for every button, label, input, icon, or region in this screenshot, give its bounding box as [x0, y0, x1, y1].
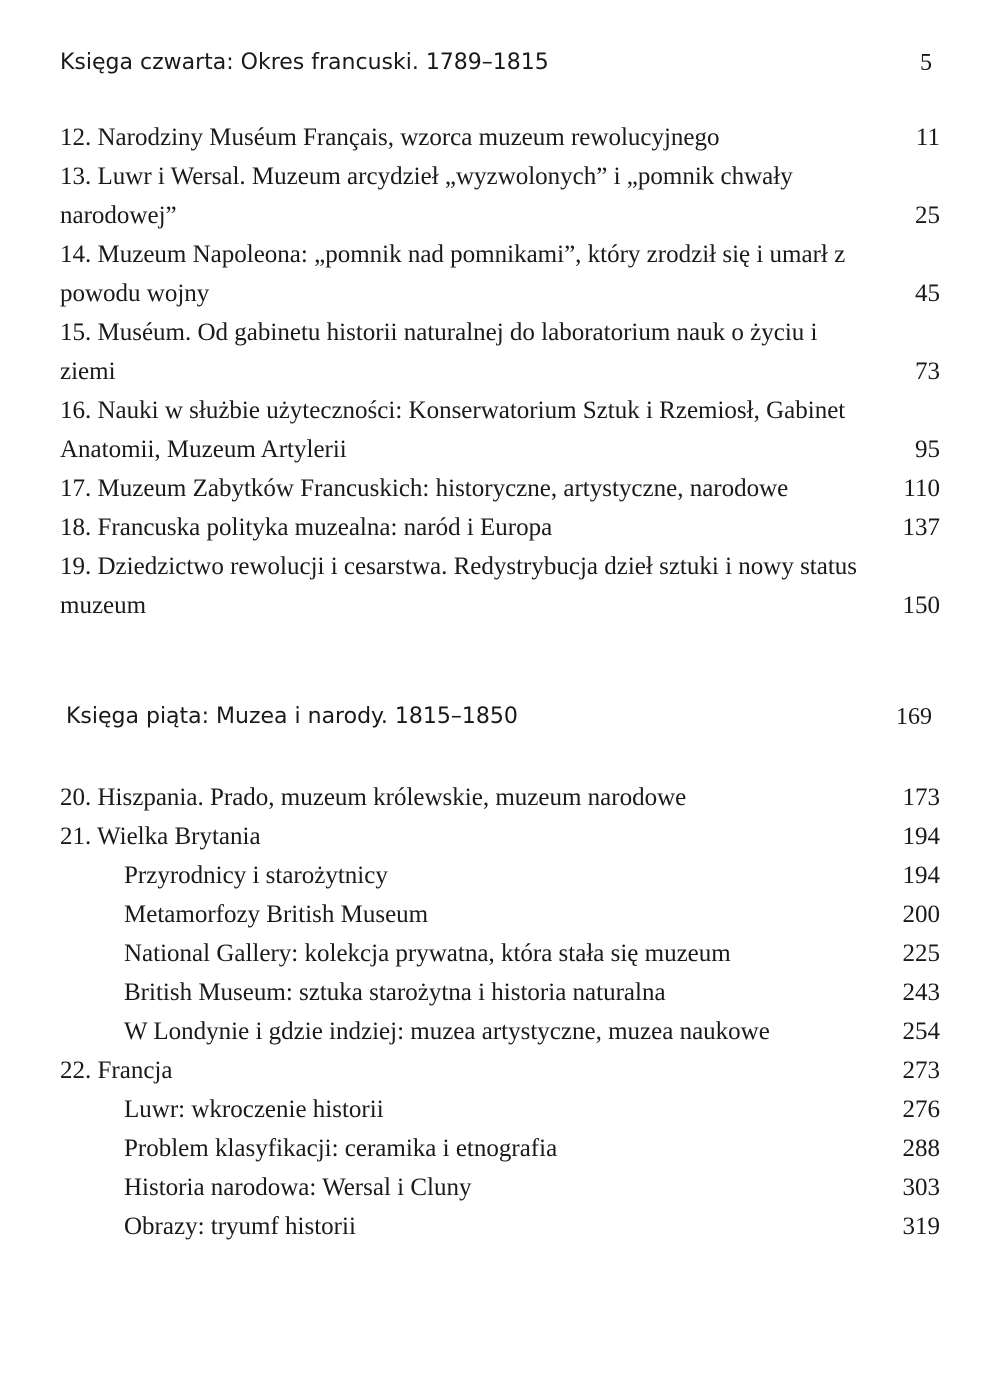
- book5-heading: [66, 704, 932, 729]
- toc-entry: [60, 817, 940, 856]
- toc-subentry-title: Obrazy: tryumf historii: [124, 1213, 356, 1240]
- toc-subentry-page: 200: [902, 901, 940, 928]
- toc-entry-page: 194: [902, 823, 940, 850]
- toc-subentry: [60, 895, 940, 934]
- toc-entry-title: 20. Hiszpania. Prado, muzeum królewskie, muzeum narodowe: [60, 784, 687, 811]
- book4-entries: [60, 118, 940, 625]
- book4-page: 5: [920, 50, 932, 76]
- toc-entry: [60, 391, 940, 469]
- toc-subentry-page: 254: [902, 1018, 940, 1045]
- toc-entry-title: 21. Wielka Brytania: [60, 823, 261, 850]
- toc-subentry-title: Metamorfozy British Museum: [124, 901, 429, 928]
- toc-subentry: [60, 1090, 940, 1129]
- toc-entry-title: 22. Francja: [60, 1057, 173, 1084]
- toc-entry-title: 17. Muzeum Zabytków Francuskich: historyczne, artystyczne, narodowe: [60, 475, 789, 502]
- toc-entry-page: 173: [902, 784, 940, 811]
- toc-subentry-title: National Gallery: kolekcja prywatna, która stała się muzeum: [124, 940, 731, 967]
- toc-subentry: [60, 1129, 940, 1168]
- toc-entry-page: 110: [903, 475, 940, 502]
- toc-entry: [60, 157, 940, 235]
- toc-subentry: [60, 973, 940, 1012]
- toc-entry: [60, 1051, 940, 1090]
- toc-entry: [60, 778, 940, 817]
- toc-entry-title: 16. Nauki w służbie użyteczności: Konserwatorium Sztuk i Rzemiosł, Gabinet Anatomii, Muzeum Artylerii: [60, 397, 846, 463]
- toc-subentry-page: 276: [902, 1096, 940, 1123]
- toc-entry-page: 25: [915, 202, 940, 229]
- toc-subentry-title: Historia narodowa: Wersal i Cluny: [124, 1174, 472, 1201]
- toc-subentry-title: Problem klasyfikacji: ceramika i etnografia: [124, 1135, 558, 1162]
- toc-subentry-page: 243: [902, 979, 940, 1006]
- toc-entry: [60, 547, 940, 625]
- toc-subentry-page: 319: [902, 1213, 940, 1240]
- toc-entry: [60, 235, 940, 313]
- book5-page: 169: [896, 704, 932, 730]
- toc-subentry-page: 303: [902, 1174, 940, 1201]
- toc-entry-title: 19. Dziedzictwo rewolucji i cesarstwa. Redystrybucja dzieł sztuki i nowy status muzeum: [60, 553, 858, 619]
- book5-entries: [60, 778, 940, 1246]
- toc-entry-title: 15. Muséum. Od gabinetu historii naturalnej do laboratorium nauk o życiu i ziemi: [60, 319, 818, 385]
- toc-entry-page: 45: [915, 280, 940, 307]
- toc-entry-title: 14. Muzeum Napoleona: „pomnik nad pomnikami”, który zrodził się i umarł z powodu wojny: [60, 241, 846, 307]
- toc-entry-page: 73: [915, 358, 940, 385]
- toc-subentry-title: British Museum: sztuka starożytna i historia naturalna: [124, 979, 666, 1006]
- toc-entry: [60, 118, 940, 157]
- toc-entry-page: 137: [902, 514, 940, 541]
- toc-subentry: [60, 856, 940, 895]
- toc-subentry-page: 288: [902, 1135, 940, 1162]
- toc-entry-page: 11: [915, 124, 940, 151]
- toc-subentry: [60, 1012, 940, 1051]
- book4-title: Księga czwarta: Okres francuski. 1789–1815: [60, 50, 549, 75]
- toc-entry: [60, 508, 940, 547]
- toc-subentry-title: W Londynie i gdzie indziej: muzea artystyczne, muzea naukowe: [124, 1018, 770, 1045]
- toc-subentry-title: Przyrodnicy i starożytnicy: [124, 862, 388, 889]
- toc-entry-page: 273: [902, 1057, 940, 1084]
- toc-entry-page: 95: [915, 436, 940, 463]
- toc-subentry: [60, 934, 940, 973]
- toc-entry-page: 150: [902, 592, 940, 619]
- toc-subentry-title: Luwr: wkroczenie historii: [124, 1096, 384, 1123]
- toc-subentry-page: 194: [902, 862, 940, 889]
- toc-subentry: [60, 1168, 940, 1207]
- toc-entry-title: 13. Luwr i Wersal. Muzeum arcydzieł „wyzwolonych” i „pomnik chwały narodowej”: [60, 163, 793, 229]
- toc-subentry: [60, 1207, 940, 1246]
- toc-entry: [60, 313, 940, 391]
- toc-entry-title: 12. Narodziny Muséum Français, wzorca muzeum rewolucyjnego: [60, 124, 720, 151]
- book4-heading: [60, 50, 932, 75]
- toc-entry-title: 18. Francuska polityka muzealna: naród i Europa: [60, 514, 553, 541]
- toc-subentry-page: 225: [902, 940, 940, 967]
- book5-title: Księga piąta: Muzea i narody. 1815–1850: [66, 704, 518, 729]
- toc-entry: [60, 469, 940, 508]
